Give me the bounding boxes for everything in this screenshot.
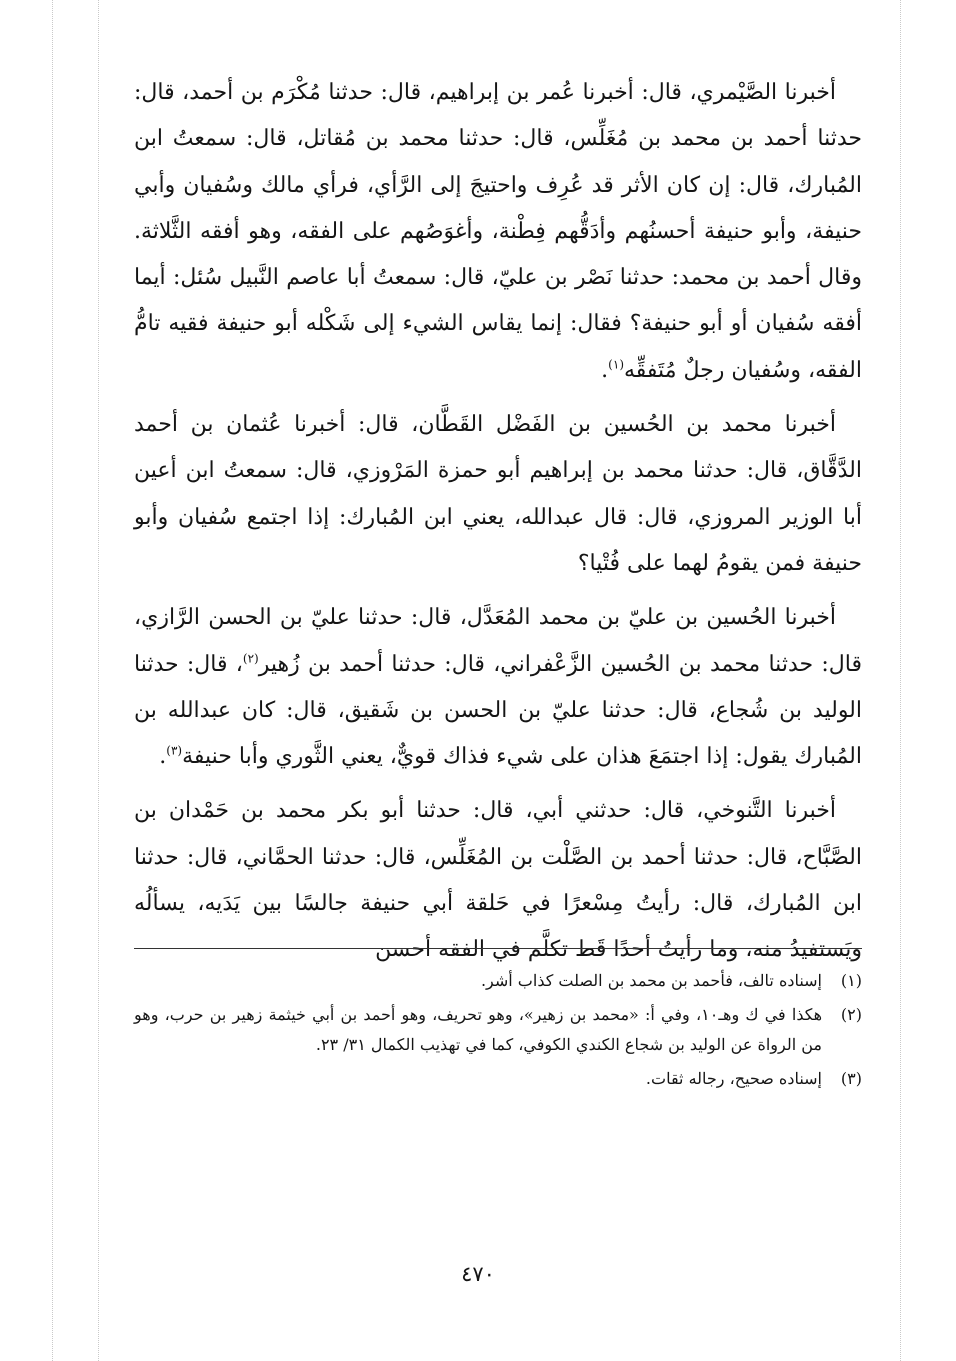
scan-artifact-line <box>98 0 99 1361</box>
paragraph-3: أخبرنا الحُسين بن عليّ بن محمد المُعَدَّل، قال: حدثنا عليّ بن الحسن الرَّازي، قال: حدثنا محمد بن الحُسين الزَّعْفراني، قال: حدثنا أحمد بن زُهير$^{(٢)}$، قال: حدثنا الوليد بن شُجاع، قال: حدثنا عليّ بن الحسن بن شَقيق، قال: كان عبدالله بن المُبارك يقول: إذا اجتمَعَ هذان على شيء فذاك قويٌّ، يعني الثَّوري وأبا حنيفة$^{(٣)}$. <box>134 605 862 770</box>
footnote-number: (٣) <box>840 1069 862 1088</box>
footnote-1 <box>134 966 862 996</box>
footnote-text: إسناده صحيح، رجاله ثقات. <box>645 1069 822 1088</box>
scan-artifact-line <box>900 0 901 1361</box>
footnote-number: (٢) <box>840 1005 862 1024</box>
footnote-3 <box>134 1064 862 1094</box>
footnotes <box>134 966 862 1098</box>
footnote-ref-2: (٢) <box>242 651 259 666</box>
paragraph-1: أخبرنا الصَّيْمري، قال: أخبرنا عُمر بن إبراهيم، قال: حدثنا مُكْرَم بن أحمد، قال: حدثنا أحمد بن محمد بن مُغَلِّس، قال: حدثنا محمد بن مُقاتل، قال: سمعتُ ابن المُبارك، قال: إن كان الأثر قد عُرِف واحتيجَ إلى الرَّأي، فرأي مالك وسُفيان وأبي حنيفة، وأبو حنيفة أحسنُهم وأدَقُّهم فِطْنة، وأغوَصُهم على الفقه، وهو أفقه الثَّلاثة. وقال أحمد بن محمد: حدثنا نَصْر بن عليّ، قال: سمعتُ أبا عاصم النَّبيل سُئل: أيما أفقه سُفيان أو أبو حنيفة؟ فقال: إنما يقاس الشيء إلى شَكْله أبو حنيفة فقيه تامُّ الفقه، وسُفيان رجلٌ مُتَفقِّه$^{(١)}$. <box>134 80 862 383</box>
footnote-separator <box>134 948 862 949</box>
footnote-text: إسناده تالف، فأحمد بن محمد بن الصلت كذاب أشر. <box>480 971 822 990</box>
paragraph-4: أخبرنا التَّنوخي، قال: حدثني أبي، قال: حدثنا أبو بكر محمد بن حَمْدان بن الصَّبَّاح، قال: حدثنا أحمد بن الصَّلْت بن المُغَلِّس، قال: حدثنا الحمَّاني، قال: حدثنا ابن المُبارك، قال: رأيتُ مِسْعرًا في حَلقة أبي حنيفة جالسًا بين يَدَيه، يسألُه ويَستفيدُ منه، وما رأيتُ أحدًا قَط تكلَّم في الفقه أحسن <box>134 798 862 963</box>
footnote-text: هكذا في ك وهـ١٠، وفي أ: «محمد بن زهير»، وهو تحريف، وهو أحمد بن أبي خيثمة زهير بن حرب، وهو من الرواة عن الوليد بن شجاع الكندي الكوفي، كما في تهذيب الكمال ٣١/ ٢٣. <box>134 1005 823 1054</box>
scan-artifact-line <box>52 0 53 1361</box>
main-text <box>134 70 862 974</box>
footnote-number: (١) <box>840 971 862 990</box>
paragraph-2: أخبرنا محمد بن الحُسين بن الفَضْل القَطَّان، قال: أخبرنا عُثمان بن أحمد الدَّقَّاق، قال: حدثنا محمد بن إبراهيم أبو حمزة المَرْوزي، قال: سمعتُ ابن أعين أبا الوزير المروزي، قال: قال عبدالله، يعني ابن المُبارك: إذا اجتمع سُفيان وأبو حنيفة فمن يقومُ لهما على فُتْيا؟ <box>134 412 862 576</box>
footnote-2 <box>134 1000 862 1060</box>
page-number: ٤٧٠ <box>461 1262 495 1286</box>
footnote-ref-3: (٣) <box>166 743 183 758</box>
footnote-ref-1: (١) <box>608 357 624 372</box>
